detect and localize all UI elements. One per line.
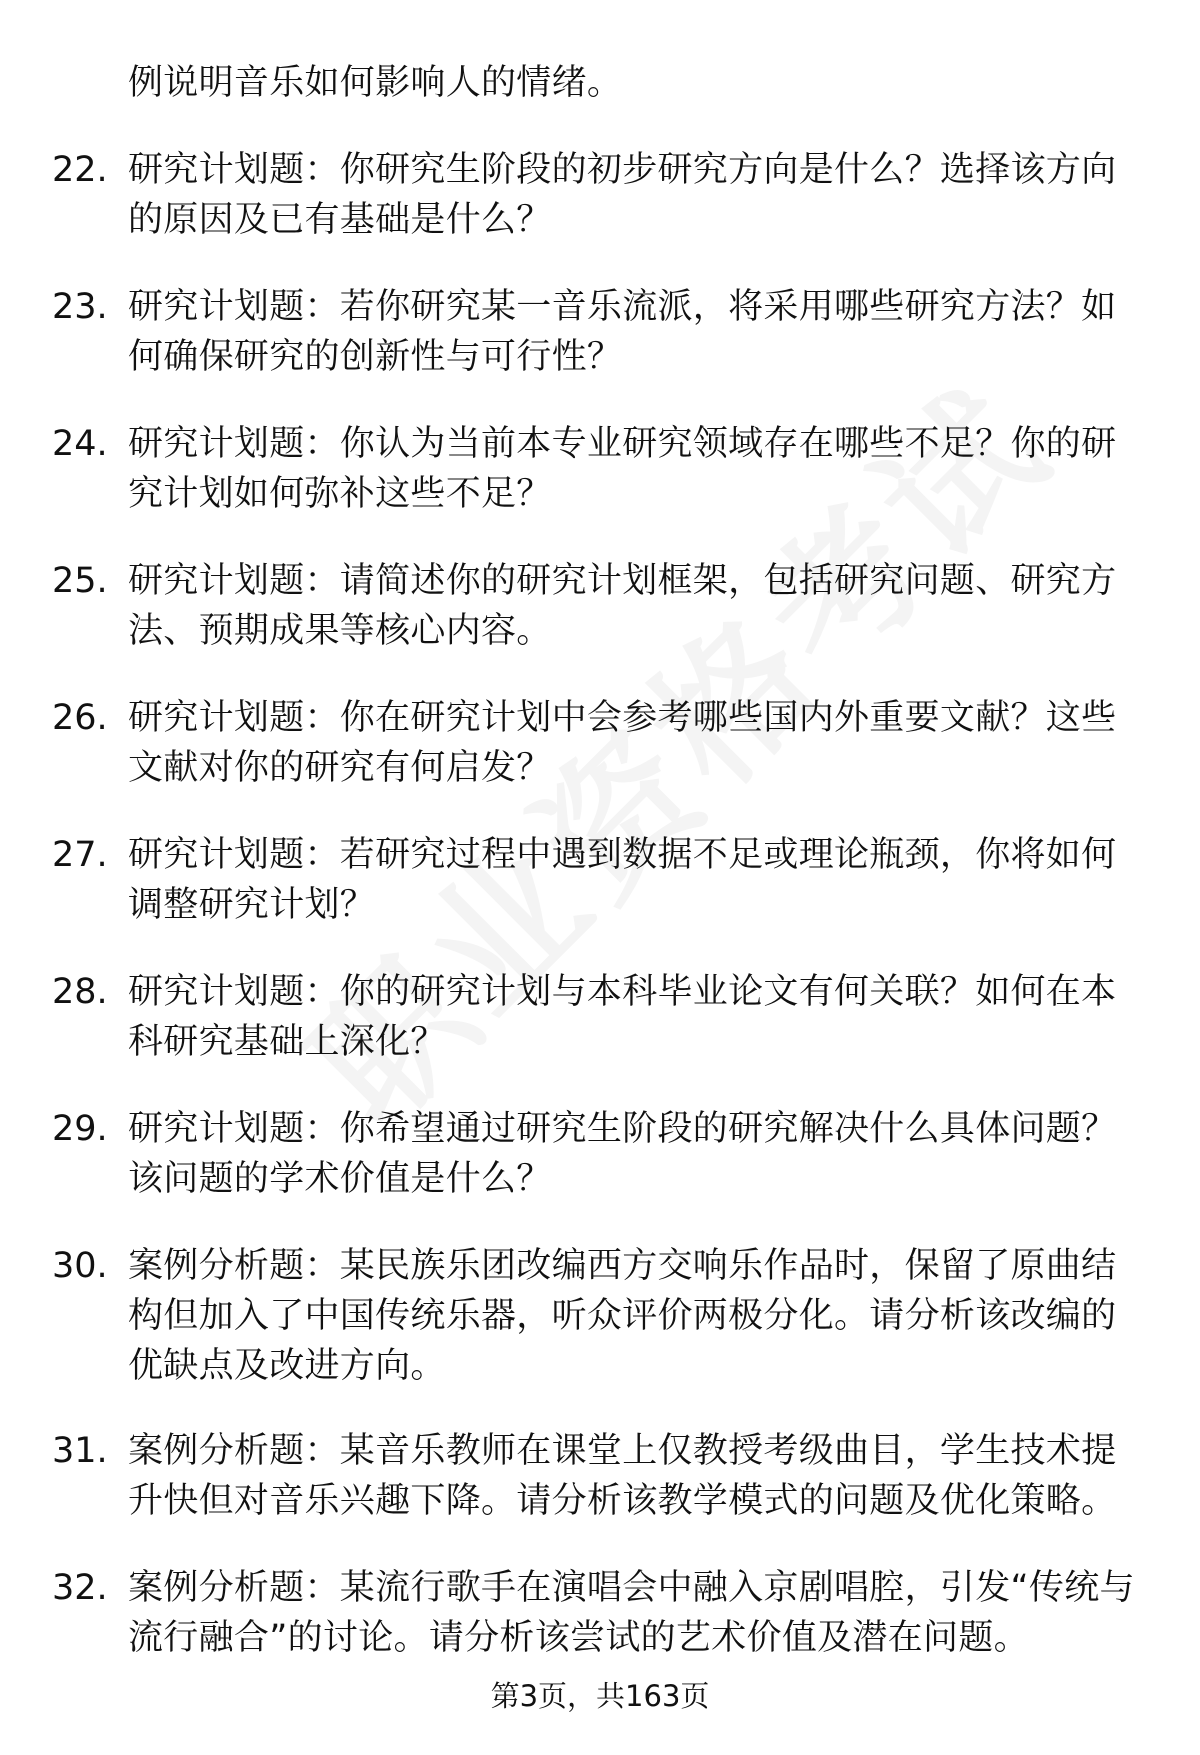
question-item bbox=[0, 830, 1200, 967]
question-text: 研究计划题：若研究过程中遇到数据不足或理论瓶颈，你将如何调整研究计划？ bbox=[128, 835, 1117, 925]
question-item bbox=[0, 1104, 1200, 1241]
question-text: 研究计划题：你研究生阶段的初步研究方向是什么？选择该方向的原因及已有基础是什么？ bbox=[128, 150, 1117, 240]
question-item bbox=[0, 1426, 1200, 1563]
question-list bbox=[0, 145, 1200, 1700]
question-number: 29. bbox=[52, 1109, 108, 1149]
question-text: 研究计划题：你在研究计划中会参考哪些国内外重要文献？这些文献对你的研究有何启发？ bbox=[128, 698, 1117, 788]
question-item bbox=[0, 967, 1200, 1104]
question-text: 案例分析题：某音乐教师在课堂上仅教授考级曲目，学生技术提升快但对音乐兴趣下降。请分析该教学模式的问题及优化策略。 bbox=[128, 1431, 1117, 1521]
question-item bbox=[0, 556, 1200, 693]
continuation-text: 例说明音乐如何影响人的情绪。 bbox=[128, 63, 623, 103]
question-number: 25. bbox=[52, 561, 108, 601]
question-number: 31. bbox=[52, 1431, 108, 1471]
question-text: 案例分析题：某流行歌手在演唱会中融入京剧唱腔，引发“传统与流行融合”的讨论。请分析该尝试的艺术价值及潜在问题。 bbox=[128, 1568, 1135, 1658]
question-number: 28. bbox=[52, 972, 108, 1012]
page-footer: 第3页，共163页 bbox=[490, 1679, 710, 1713]
question-number: 22. bbox=[52, 150, 108, 190]
question-text: 研究计划题：请简述你的研究计划框架，包括研究问题、研究方法、预期成果等核心内容。 bbox=[128, 561, 1117, 651]
question-number: 23. bbox=[52, 287, 108, 327]
question-text: 研究计划题：你认为当前本专业研究领域存在哪些不足？你的研究计划如何弥补这些不足？ bbox=[128, 424, 1117, 514]
question-item bbox=[0, 1241, 1200, 1426]
question-text: 案例分析题：某民族乐团改编西方交响乐作品时，保留了原曲结构但加入了中国传统乐器，听众评价两极分化。请分析该改编的优缺点及改进方向。 bbox=[128, 1246, 1117, 1386]
question-text: 研究计划题：你的研究计划与本科毕业论文有何关联？如何在本科研究基础上深化？ bbox=[128, 972, 1117, 1062]
question-number: 26. bbox=[52, 698, 108, 738]
question-number: 27. bbox=[52, 835, 108, 875]
question-item bbox=[0, 145, 1200, 282]
question-item bbox=[0, 282, 1200, 419]
question-number: 32. bbox=[52, 1568, 108, 1608]
question-item bbox=[0, 419, 1200, 556]
question-item bbox=[0, 693, 1200, 830]
question-text: 研究计划题：若你研究某一音乐流派，将采用哪些研究方法？如何确保研究的创新性与可行性？ bbox=[128, 287, 1117, 377]
question-number: 30. bbox=[52, 1246, 108, 1286]
question-number: 24. bbox=[52, 424, 108, 464]
question-text: 研究计划题：你希望通过研究生阶段的研究解决什么具体问题？该问题的学术价值是什么？ bbox=[128, 1109, 1117, 1199]
